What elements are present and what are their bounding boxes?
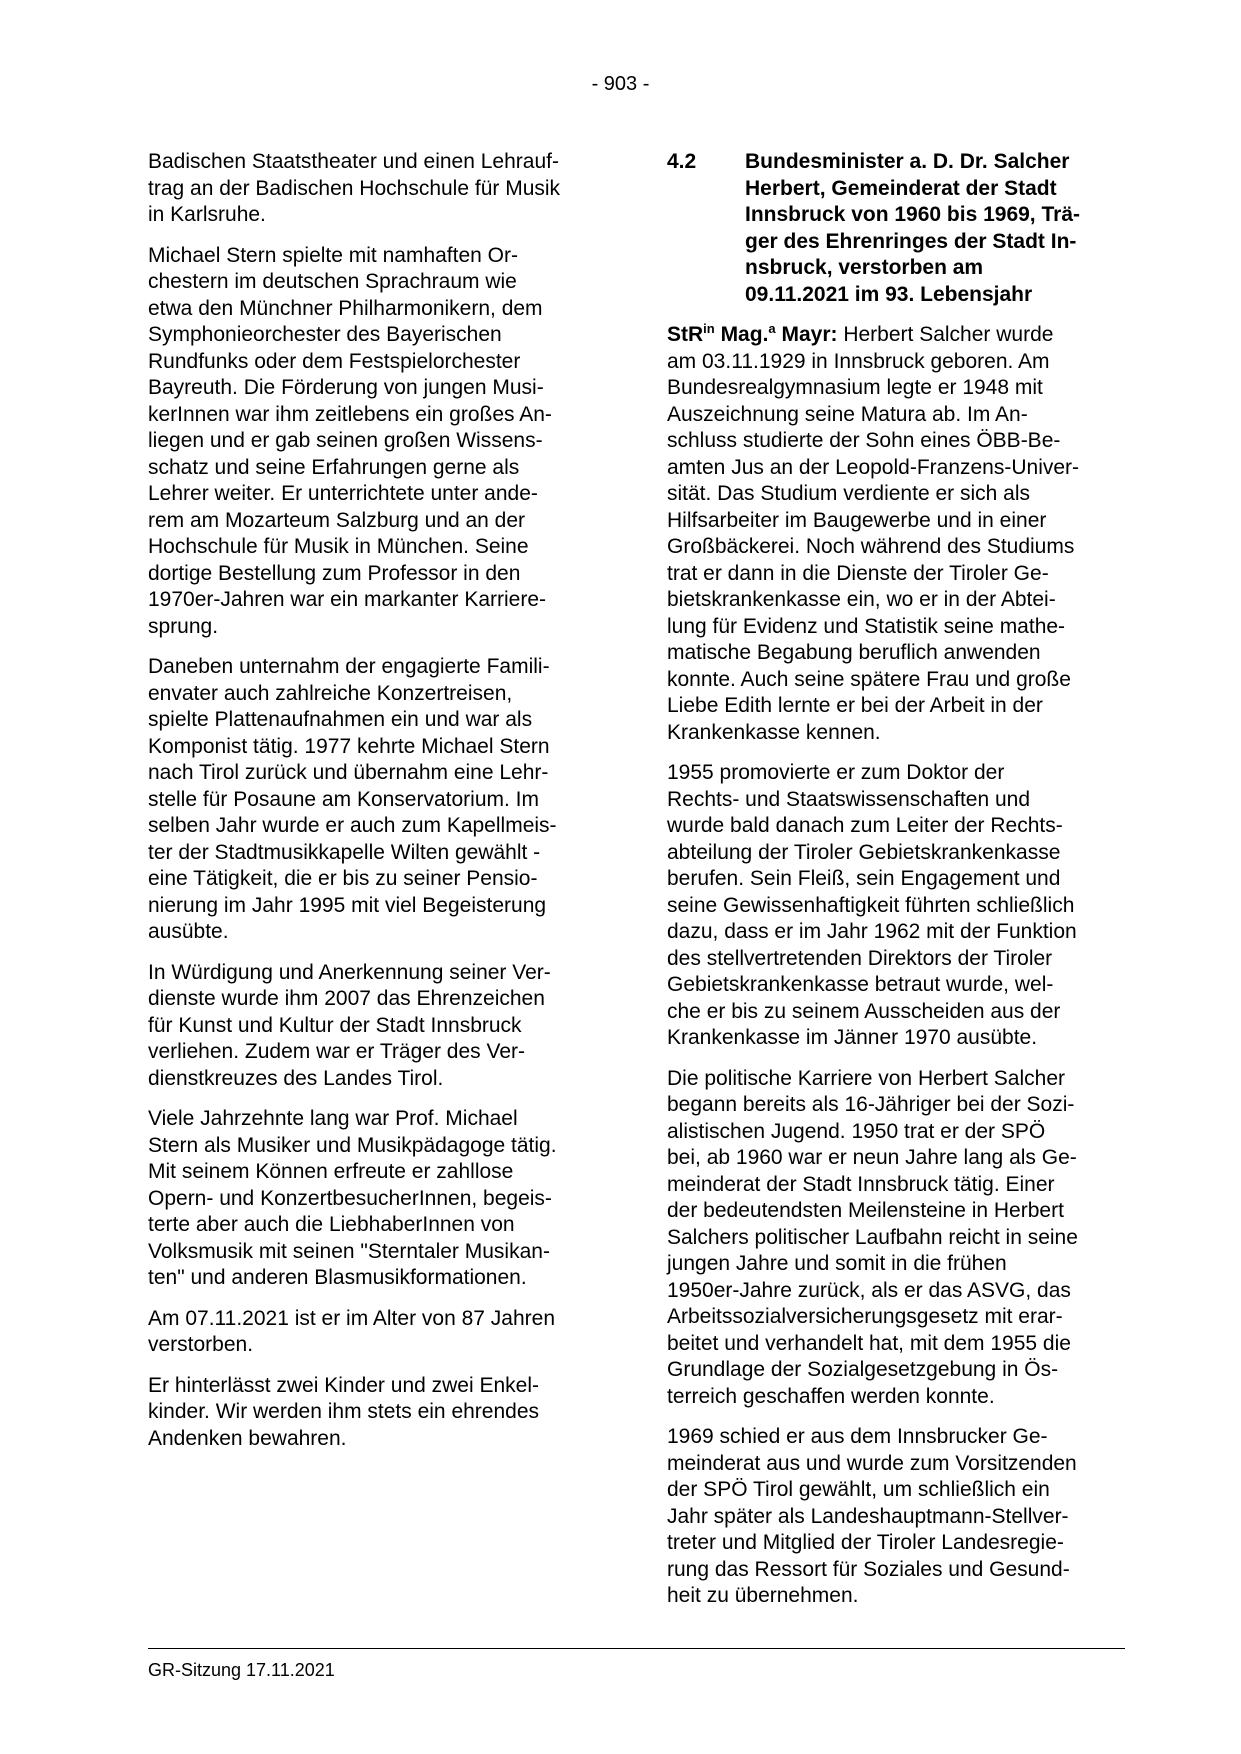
paragraph: In Würdigung und Anerkennung seiner Ver- dienste wurde ihm 2007 das Ehrenzeichen für Kunst und Kultur der Stadt Innsbruck verliehen. Zudem war er Träger des Ver- dienstkreuzes des Landes Tirol.	[148, 960, 551, 1090]
speaker-label	[667, 323, 838, 346]
section-number: 4.2	[667, 150, 697, 173]
paragraph: Die politische Karriere von Herbert Salcher begann bereits als 16-Jähriger bei der Sozi- alistischen Jugend. 1950 trat er der SPÖ bei, ab 1960 war er neun Jahre lang als Ge- meinderat der Stadt Innsbruck tätig. Einer der bedeutendsten Meilensteine in Herbert Salchers politischer Laufbahn reicht in seine jungen Jahre und somit in die frühen 1950er-Jahre zurück, als er das ASVG, das Arbeitssozialversicherungsgesetz mit erar- beitet und verhandelt hat, mit dem 1955 die Grundlage der Sozialgesetzgebung in Ös- terreich geschaffen werden konnte.	[667, 1066, 1078, 1408]
paragraph: 1969 schied er aus dem Innsbrucker Ge- meinderat aus und wurde zum Vorsitzenden der SPÖ Tirol gewählt, um schließlich ein Jahr später als Landeshauptmann-Stellver- treter und Mitglied der Tiroler Landesregie- rung das Ressort für Soziales und Gesund- heit zu übernehmen.	[667, 1425, 1077, 1607]
page-number: - 903 -	[591, 73, 650, 95]
paragraph: Er hinterlässt zwei Kinder und zwei Enkel- kinder. Wir werden ihm stets ein ehrendes Andenken bewahren.	[148, 1373, 540, 1450]
speaker-title: Mag.	[714, 323, 769, 346]
paragraph	[667, 322, 1125, 746]
paragraph: Daneben unternahm der engagierte Famili- envater auch zahlreiche Konzertreisen, spielte Plattenaufnahmen ein und war als Komponist tätig. 1977 kehrte Michael Stern nach Tirol zurück und übernahm eine Lehr- stelle für Posaune am Konservatorium. Im selben Jahr wurde er auch zum Kapellmeis- ter der Stadtmusikkapelle Wilten gewählt - eine Tätigkeit, die er bis zu seiner Pensio- nierung im Jahr 1995 mit viel Begeisterung ausübte.	[148, 655, 557, 943]
speaker-prefix: StR	[667, 323, 704, 346]
footer-divider	[148, 1648, 1125, 1649]
paragraph-text: Herbert Salcher wurde am 03.11.1929 in Innsbruck geboren. Am Bundesrealgymnasium legte er 1948 mit Auszeichnung seine Matura ab. Im An- schluss studierte der Sohn eines ÖBB-Be- amten Jus an der Leopold-Franzens-Univer- sität. Das Studium verdiente er sich als Hilfsarbeiter im Baugewerbe und in einer Großbäckerei. Noch während des Studiums trat er dann in die Dienste der Tiroler Ge- bietskrankenkasse ein, wo er in der Abtei- lung für Evidenz und Statistik seine mathe- matische Begabung beruflich anwenden konnte. Auch seine spätere Frau und große Liebe Edith lernte er bei der Arbeit in der Krankenkasse kennen.	[667, 323, 1080, 744]
footer-text: GR-Sitzung 17.11.2021	[148, 1660, 335, 1680]
paragraph: Viele Jahrzehnte lang war Prof. Michael Stern als Musiker und Musikpädagoge tätig. Mit seinem Können erfreute er zahllose Opern- und KonzertbesucherInnen, begeis- terte aber auch die LiebhaberInnen von Volksmusik mit seinen "Sterntaler Musikan- ten" und anderen Blasmusikformationen.	[148, 1107, 557, 1289]
paragraph: Badischen Staatstheater und einen Lehrauf- trag an der Badischen Hochschule für Musik in Karlsruhe.	[148, 150, 561, 226]
right-column	[667, 149, 1125, 1624]
paragraph: Michael Stern spielte mit namhaften Or- chestern im deutschen Sprachraum wie etwa den Münchner Philharmonikern, dem Symphonieorchester des Bayerischen Rundfunks oder dem Festspielorchester Bayreuth. Die Förderung von jungen Musi- kerInnen war ihm zeitlebens ein großes An- liegen und er gab seinen großen Wissens- schatz und seine Erfahrungen gerne als Lehrer weiter. Er unterrichtete unter ande- rem am Mozarteum Salzburg und an der Hochschule für Musik in München. Seine dortige Bestellung zum Professor in den 1970er-Jahren war ein markanter Karriere- sprung.	[148, 243, 552, 638]
paragraph: 1955 promovierte er zum Doktor der Rechts- und Staatswissenschaften und wurde bald danach zum Leiter der Rechts- abteilung der Tiroler Gebietskrankenkasse berufen. Sein Fleiß, sein Engagement und seine Gewissenhaftigkeit führten schließlich dazu, dass er im Jahr 1962 mit der Funktion des stellvertretenden Direktors der Tiroler Gebietskrankenkasse betraut wurde, wel- che er bis zu seinem Ausscheiden aus der Krankenkasse im Jänner 1970 ausübte.	[667, 761, 1077, 1049]
speaker-superscript: in	[703, 321, 715, 336]
left-column	[148, 149, 603, 1466]
section-title: Bundesminister a. D. Dr. Salcher Herbert, Gemeinderat der Stadt Innsbruck von 1960 bis 1969, Trä- ger des Ehrenringes der Stadt In- nsbruck, verstorben am 09.11.2021 im 93. Lebensjahr	[745, 150, 1080, 306]
speaker-superscript: a	[768, 321, 776, 336]
section-heading	[667, 149, 1125, 308]
speaker-name: Mayr:	[775, 323, 838, 346]
paragraph: Am 07.11.2021 ist er im Alter von 87 Jahren verstorben.	[148, 1306, 555, 1356]
